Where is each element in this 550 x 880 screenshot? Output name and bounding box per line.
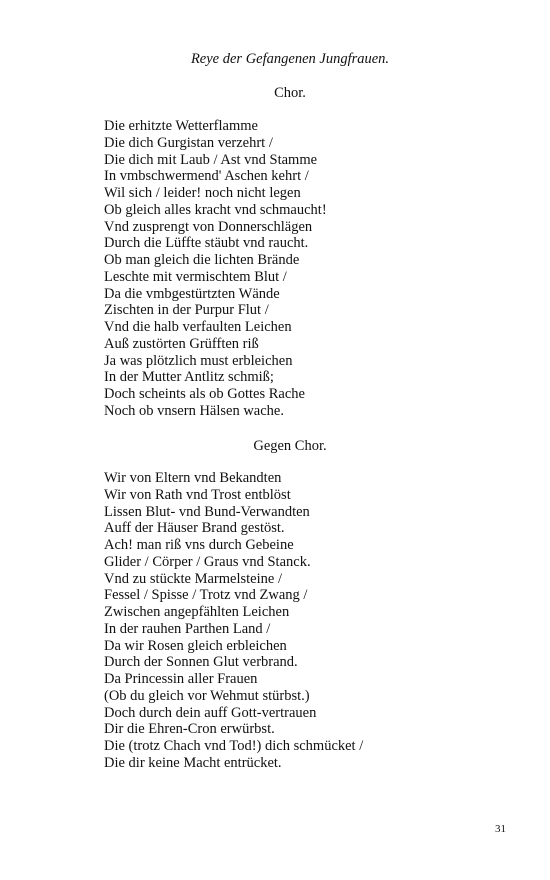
verse-line: Durch die Lüffte stäubt vnd raucht. — [104, 235, 309, 252]
stanza-gegen-chor — [104, 470, 363, 772]
verse-line: Fessel / Spisse / Trotz vnd Zwang / — [104, 587, 308, 604]
verse-line: Die dir keine Macht entrücket. — [104, 754, 282, 771]
verse-line: Zischten in der Purpur Flut / — [104, 302, 269, 319]
verse-line: Da die vmbgestürtzten Wände — [104, 285, 280, 302]
verse-line: Wil sich / leider! noch nicht legen — [104, 185, 301, 201]
page-title: Reye der Gefangenen Jungfrauen. — [190, 51, 390, 67]
verse-line: Auß zustörten Grüfften riß — [104, 335, 259, 352]
verse-line: In vmbschwermend' Aschen kehrt / — [104, 168, 309, 185]
verse-line: Noch ob vnsern Hälsen wache. — [104, 402, 284, 419]
verse-line: Die (trotz Chach vnd Tod!) dich schmücket / — [104, 738, 364, 754]
verse-line: Ach! man riß vns durch Gebeine — [104, 537, 294, 553]
verse-line: Die dich Gurgistan verzehrt / — [104, 134, 273, 151]
verse-line: Glider / Cörper / Graus vnd Stanck. — [104, 553, 311, 570]
verse-line: Leschte mit vermischtem Blut / — [104, 268, 287, 285]
verse-line: Ja was plötzlich must erbleichen — [104, 352, 293, 369]
section-heading-chor: Chor. — [274, 85, 306, 101]
verse-line: Zwischen angepfählten Leichen — [104, 604, 290, 620]
verse-line: Die dich mit Laub / Ast vnd Stamme — [104, 151, 318, 168]
verse-line: In der rauhen Parthen Land / — [104, 620, 271, 637]
verse-line: Vnd die halb verfaulten Leichen — [104, 319, 292, 335]
verse-line: (Ob du gleich vor Wehmut stürbst.) — [104, 687, 310, 704]
verse-line: Vnd zusprengt von Donnerschlägen — [104, 218, 313, 235]
verse-line: Dir die Ehren-Cron erwürbst. — [104, 721, 275, 738]
verse-line: Durch der Sonnen Glut verbrand. — [104, 654, 298, 671]
verse-line: Die erhitzte Wetterflamme — [104, 118, 258, 134]
verse-line: Da Princessin aller Frauen — [104, 671, 258, 687]
verse-line: Wir von Rath vnd Trost entblöst — [104, 486, 291, 503]
verse-line: Vnd zu stückte Marmelsteine / — [104, 570, 282, 587]
verse-line: Doch scheints als ob Gottes Rache — [104, 386, 305, 402]
verse-line: Lissen Blut- vnd Bund-Verwandten — [104, 503, 310, 520]
verse-line: Auff der Häuser Brand gestöst. — [104, 520, 285, 537]
verse-line: Doch durch dein auff Gott-vertrauen — [104, 704, 317, 721]
verse-line: In der Mutter Antlitz schmiß; — [104, 369, 274, 386]
stanza-chor — [104, 118, 327, 420]
verse-line: Wir von Eltern vnd Bekandten — [104, 470, 282, 486]
page-number: 31 — [495, 823, 506, 835]
verse-line: Ob man gleich die lichten Brände — [104, 252, 300, 268]
verse-line: Ob gleich alles kracht vnd schmaucht! — [104, 201, 327, 218]
section-heading-gegen-chor: Gegen Chor. — [253, 438, 327, 454]
verse-line: Da wir Rosen gleich erbleichen — [104, 637, 287, 654]
